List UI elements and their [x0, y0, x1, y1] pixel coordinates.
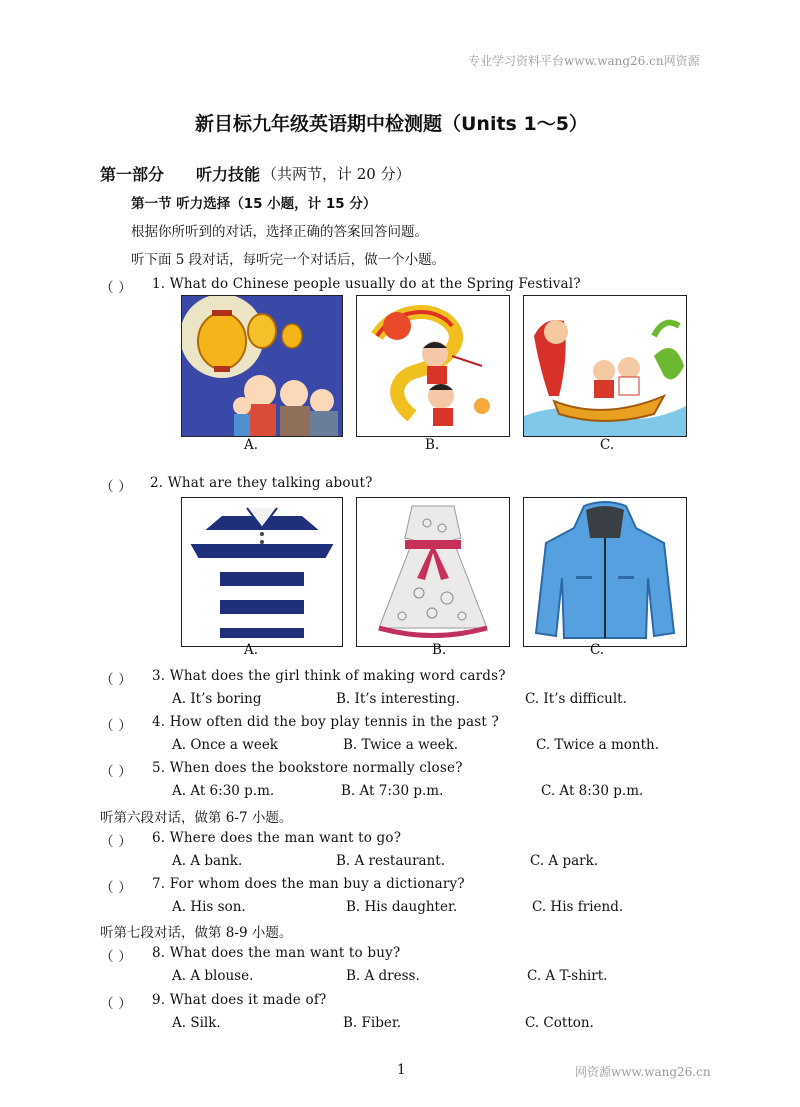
dragon-boat-picture	[523, 295, 687, 437]
section1-heading: 第一节 听力选择（15 小题，计 15 分）	[131, 196, 377, 212]
answer-paren[interactable]: （ ）	[100, 672, 132, 688]
page-number: 1	[397, 1062, 406, 1078]
answer-paren[interactable]: （ ）	[100, 880, 132, 896]
dialog-7-instruction: 听第七段对话，做第 8-9 小题。	[100, 925, 293, 941]
q4-option-b[interactable]: B. Twice a week.	[343, 737, 459, 753]
question-3-text: 3. What does the girl think of making word cards?	[152, 668, 506, 684]
part1-heading: 听力技能	[196, 165, 261, 184]
question-1-text: 1. What do Chinese people usually do at the Spring Festival?	[152, 276, 581, 292]
girls-dress-picture	[356, 497, 510, 647]
q2-label-b: B.	[432, 642, 447, 658]
part1-label: 第一部分	[100, 165, 165, 184]
question-4-text: 4. How often did the boy play tennis in the past ?	[152, 714, 499, 730]
answer-paren[interactable]: （ ）	[100, 718, 132, 734]
q9-option-b[interactable]: B. Fiber.	[343, 1015, 402, 1031]
q3-option-a[interactable]: A. It’s boring	[172, 691, 262, 707]
watermark-bottom: 网资源www.wang26.cn	[575, 1065, 711, 1079]
q8-option-b[interactable]: B. A dress.	[346, 968, 420, 984]
q8-option-c[interactable]: C. A T-shirt.	[527, 968, 608, 984]
answer-paren[interactable]: （ ）	[100, 949, 132, 965]
answer-paren[interactable]: （ ）	[100, 280, 132, 296]
q9-option-a[interactable]: A. Silk.	[172, 1015, 221, 1031]
watermark-top: 专业学习资料平台www.wang26.cn网资源	[468, 54, 700, 68]
q7-option-a[interactable]: A. His son.	[172, 899, 246, 915]
q1-label-a: A.	[244, 437, 259, 453]
striped-polo-shirt-picture	[181, 497, 343, 647]
q6-option-c[interactable]: C. A park.	[530, 853, 599, 869]
q7-option-b[interactable]: B. His daughter.	[346, 899, 458, 915]
question-9-text: 9. What does it made of?	[152, 992, 327, 1008]
question-7-text: 7. For whom does the man buy a dictionary?	[152, 876, 465, 892]
question-5-text: 5. When does the bookstore normally close?	[152, 760, 463, 776]
q6-option-b[interactable]: B. A restaurant.	[336, 853, 445, 869]
instruction-line-1: 根据你所听到的对话，选择正确的答案回答问题。	[131, 224, 428, 240]
q1-label-c: C.	[600, 437, 615, 453]
answer-paren[interactable]: （ ）	[100, 834, 132, 850]
page-title: 新目标九年级英语期中检测题（Units 1～5）	[195, 113, 588, 135]
blue-jacket-picture	[523, 497, 687, 647]
q5-option-a[interactable]: A. At 6:30 p.m.	[172, 783, 275, 799]
question-6-text: 6. Where does the man want to go?	[152, 830, 402, 846]
q6-option-a[interactable]: A. A bank.	[172, 853, 243, 869]
q1-label-b: B.	[425, 437, 440, 453]
dragon-dance-picture	[356, 295, 510, 437]
q3-option-c[interactable]: C. It’s difficult.	[525, 691, 627, 707]
q5-option-b[interactable]: B. At 7:30 p.m.	[341, 783, 444, 799]
question-2-text: 2. What are they talking about?	[150, 475, 373, 491]
q3-option-b[interactable]: B. It’s interesting.	[336, 691, 460, 707]
q4-option-c[interactable]: C. Twice a month.	[536, 737, 660, 753]
part1-note: （共两节，计 20 分）	[262, 165, 411, 183]
instruction-line-2: 听下面 5 段对话，每听完一个对话后，做一个小题。	[131, 252, 446, 268]
q9-option-c[interactable]: C. Cotton.	[525, 1015, 594, 1031]
q7-option-c[interactable]: C. His friend.	[532, 899, 624, 915]
q5-option-c[interactable]: C. At 8:30 p.m.	[541, 783, 644, 799]
answer-paren[interactable]: （ ）	[100, 996, 132, 1012]
dialog-6-instruction: 听第六段对话，做第 6-7 小题。	[100, 810, 293, 826]
lanterns-family-picture	[181, 295, 343, 437]
answer-paren[interactable]: （ ）	[100, 479, 132, 495]
q2-label-a: A.	[244, 642, 259, 658]
answer-paren[interactable]: （ ）	[100, 764, 132, 780]
question-8-text: 8. What does the man want to buy?	[152, 945, 401, 961]
q8-option-a[interactable]: A. A blouse.	[172, 968, 254, 984]
q2-label-c: C.	[590, 642, 605, 658]
q4-option-a[interactable]: A. Once a week	[172, 737, 278, 753]
